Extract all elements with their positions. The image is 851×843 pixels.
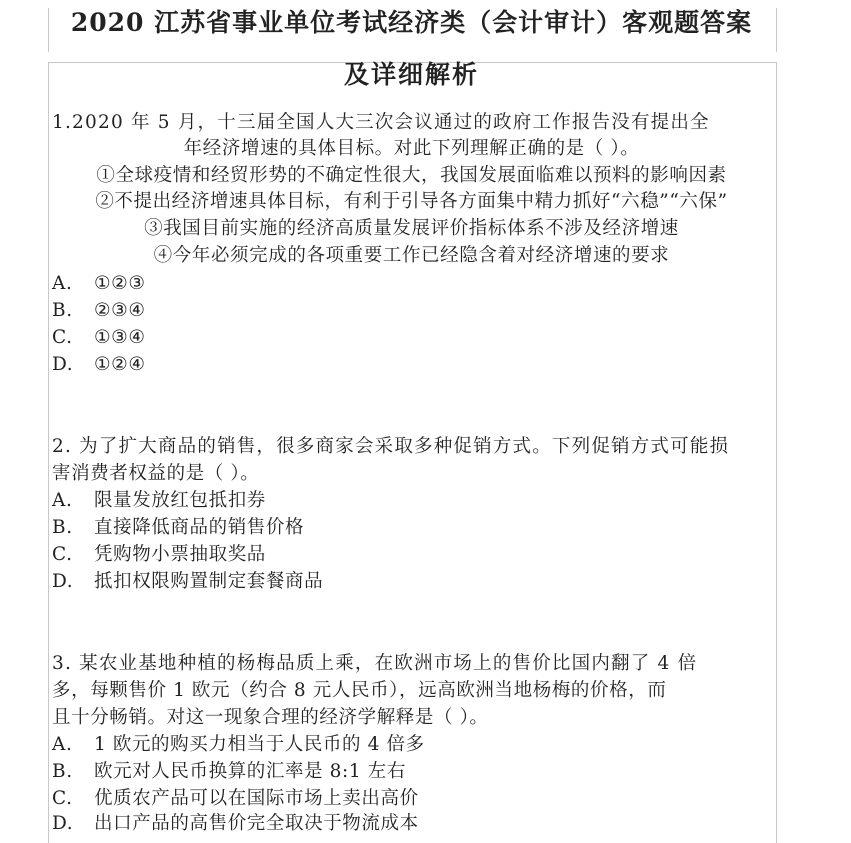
question-3-option-a (52, 732, 774, 758)
question-1-statement-3: ③我国目前实施的经济高质量发展评价指标体系不涉及经济增速 (144, 218, 679, 239)
question-2-stem-line-2: 害消费者权益的是（ ）。 (52, 463, 260, 484)
question-2-option-c (52, 542, 774, 568)
question-1-option-b (52, 298, 774, 324)
option-letter: B. (52, 517, 73, 538)
option-text: 优质农产品可以在国际市场上卖出高价 (94, 788, 419, 809)
option-letter: D. (52, 571, 74, 592)
option-letter: D. (52, 354, 74, 375)
option-text: 出口产品的高售价完全取决于物流成本 (94, 813, 419, 834)
option-text: 1 欧元的购买力相当于人民币的 4 倍多 (94, 734, 425, 755)
option-letter: B. (52, 300, 73, 321)
question-3-option-c (52, 786, 774, 812)
option-text: 直接降低商品的销售价格 (94, 517, 305, 538)
question-2-option-d (52, 569, 774, 595)
option-letter: A. (52, 734, 73, 755)
option-letter: C. (52, 544, 73, 565)
question-1-statement-2: ②不提出经济增速具体目标，有利于引导各方面集中精力抓好“六稳”“六保” (95, 191, 728, 212)
option-letter: C. (52, 327, 73, 348)
option-letter: C. (52, 788, 73, 809)
option-letter: A. (52, 490, 73, 511)
option-letter: D. (52, 813, 74, 834)
question-3-option-b (52, 759, 774, 785)
question-2-option-a (52, 488, 774, 514)
option-text: ①③④ (94, 327, 146, 348)
question-1-stem-line-1: 1.2020 年 5 月，十三届全国人大三次会议通过的政府工作报告没有提出全 (52, 112, 710, 133)
document-title-continued: 及详细解析 (343, 60, 479, 89)
option-text: 凭购物小票抽取奖品 (94, 544, 266, 565)
question-1-option-c (52, 325, 774, 351)
document-title: 2020 江苏省事业单位考试经济类（会计审计）客观题答案 (70, 8, 753, 37)
question-2-stem-line-1: 2. 为了扩大商品的销售，很多商家会采取多种促销方式。下列促销方式可能损 (52, 436, 730, 457)
question-2-option-b (52, 515, 774, 541)
question-3-stem-line-1: 3. 某农业基地种植的杨梅品质上乘，在欧洲市场上的售价比国内翻了 4 倍 (52, 653, 698, 674)
option-text: 欧元对人民币换算的汇率是 8:1 左右 (94, 761, 406, 782)
question-1-stem-line-2: 年经济增速的具体目标。对此下列理解正确的是（ ）。 (183, 138, 640, 159)
question-1-statement-4: ④今年必须完成的各项重要工作已经隐含着对经济增速的要求 (153, 245, 670, 266)
option-text: ①②④ (94, 354, 146, 375)
question-1-statement-1: ①全球疫情和经贸形势的不确定性很大，我国发展面临难以预料的影响因素 (96, 165, 727, 186)
question-3-option-d (52, 811, 774, 837)
question-3-stem-line-2: 多，每颗售价 1 欧元（约合 8 元人民币），远高欧洲当地杨梅的价格，而 (52, 680, 667, 701)
question-1-option-d (52, 352, 774, 378)
option-text: 抵扣权限购置制定套餐商品 (94, 571, 324, 592)
question-1-option-a (52, 271, 774, 297)
option-text: ②③④ (94, 300, 146, 321)
option-text: ①②③ (94, 273, 146, 294)
option-text: 限量发放红包抵扣券 (94, 490, 266, 511)
option-letter: A. (52, 273, 73, 294)
option-letter: B. (52, 761, 73, 782)
question-3-stem-line-3: 且十分畅销。对这一现象合理的经济学解释是（ ）。 (52, 707, 489, 728)
